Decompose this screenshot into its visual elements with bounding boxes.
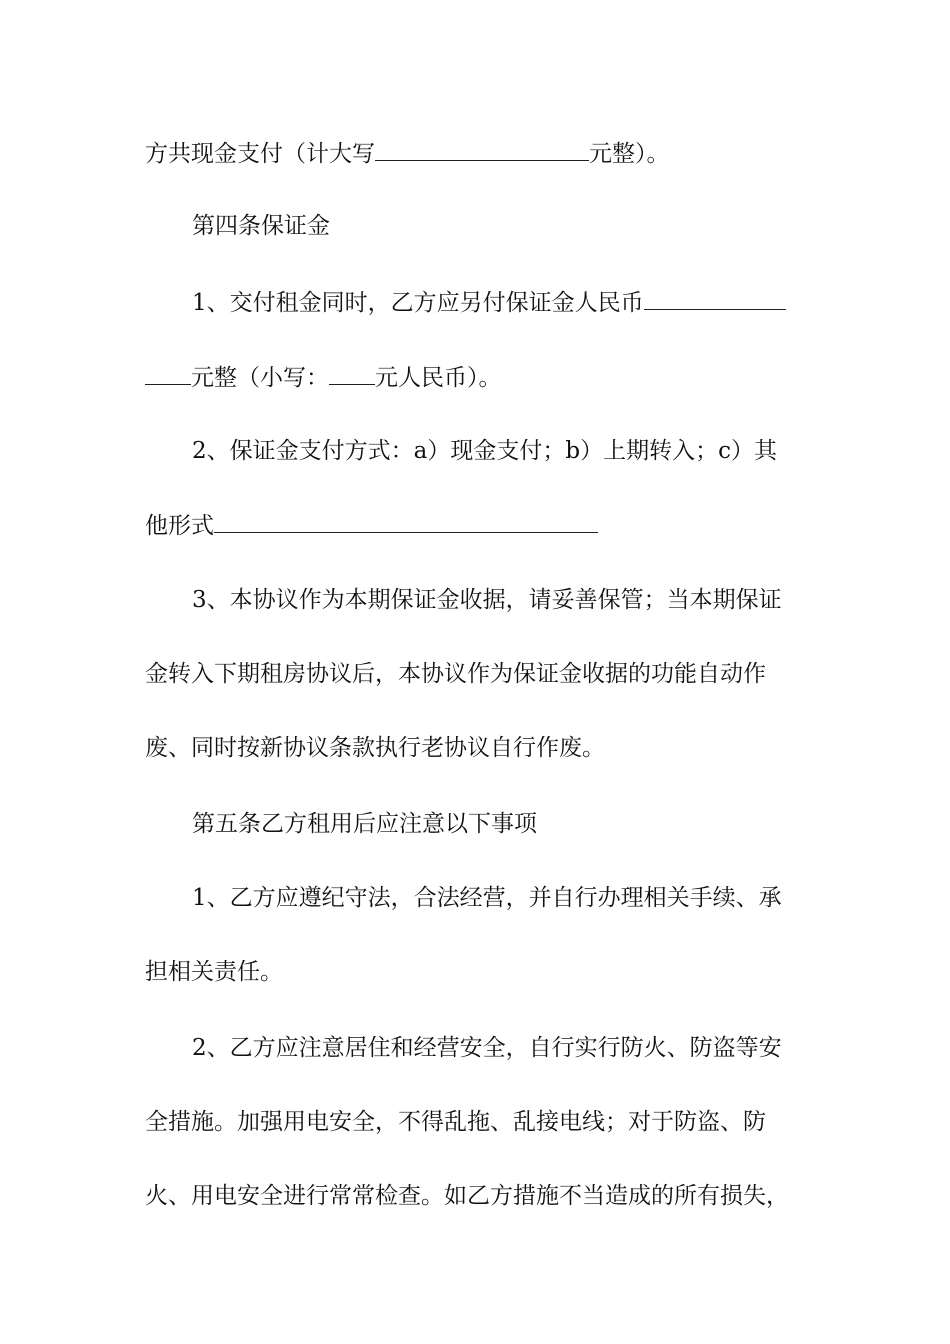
text-line-other-forms bbox=[145, 510, 598, 541]
line-text-prefix: 他形式 bbox=[145, 513, 214, 539]
text-line-receipt-2 bbox=[145, 659, 766, 689]
text-line-cash-payment bbox=[145, 138, 670, 169]
text-line-deposit-amount bbox=[192, 287, 786, 318]
line-text: 1、乙方应遵纪守法，合法经营，并自行办理相关手续、承 bbox=[192, 885, 782, 911]
line-text-prefix: 1、交付租金同时，乙方应另付保证金人民币 bbox=[192, 290, 644, 316]
line-text: 火、用电安全进行常常检查。如乙方措施不当造成的所有损失， bbox=[145, 1183, 789, 1209]
line-text: 全措施。加强用电安全，不得乱拖、乱接电线；对于防盗、防 bbox=[145, 1109, 766, 1135]
line-text: 金转入下期租房协议后，本协议作为保证金收据的功能自动作 bbox=[145, 661, 766, 687]
fill-in-blank-deposit-lowercase bbox=[329, 362, 375, 385]
line-text: 担相关责任。 bbox=[145, 959, 283, 985]
line-text: 3、本协议作为本期保证金收据，请妥善保管；当本期保证 bbox=[192, 587, 782, 613]
text-line-law-1 bbox=[192, 883, 782, 913]
text-line-law-2 bbox=[145, 957, 283, 987]
heading-text: 第五条乙方租用后应注意以下事项 bbox=[192, 811, 537, 837]
text-line-payment-methods bbox=[192, 436, 777, 466]
text-line-safety-1 bbox=[192, 1033, 782, 1063]
text-line-safety-2 bbox=[145, 1107, 766, 1137]
fill-in-blank-amount-uppercase bbox=[375, 138, 589, 161]
heading-text: 第四条保证金 bbox=[192, 213, 330, 239]
line-text-suffix: 元人民币）。 bbox=[375, 365, 502, 391]
text-line-receipt-1 bbox=[192, 585, 782, 615]
line-text: 2、乙方应注意居住和经营安全，自行实行防火、防盗等安 bbox=[192, 1035, 782, 1061]
line-text-suffix: 元整）。 bbox=[589, 141, 670, 167]
fill-in-blank-deposit-amount-cont bbox=[145, 362, 191, 385]
fill-in-blank-other-forms bbox=[214, 510, 598, 533]
line-text-middle: 元整（小写： bbox=[191, 365, 329, 391]
text-line-deposit-amount-cont bbox=[145, 362, 502, 393]
line-text: 2、保证金支付方式：a）现金支付；b）上期转入；c）其 bbox=[192, 438, 777, 464]
line-text: 废、同时按新协议条款执行老协议自行作废。 bbox=[145, 735, 605, 761]
text-line-safety-3 bbox=[145, 1181, 789, 1211]
line-text-prefix: 方共现金支付（计大写 bbox=[145, 141, 375, 167]
text-line-receipt-3 bbox=[145, 733, 605, 763]
article-4-heading bbox=[192, 211, 330, 241]
fill-in-blank-deposit-amount bbox=[644, 287, 786, 310]
article-5-heading bbox=[192, 809, 537, 839]
